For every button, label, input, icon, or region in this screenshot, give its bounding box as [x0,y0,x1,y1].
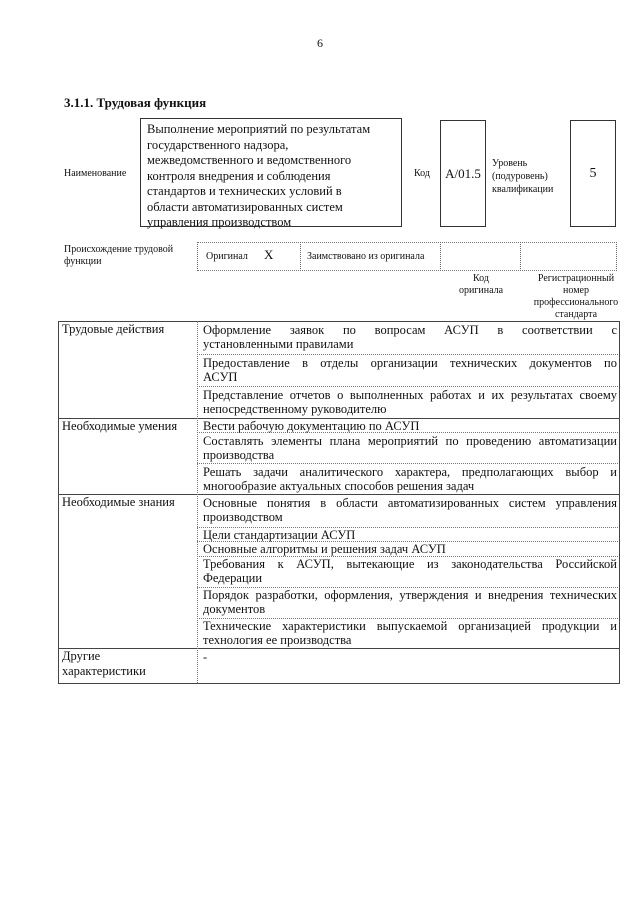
origin-row [197,242,617,271]
code-value: А/01.5 [445,166,481,181]
borrowed-cell: Заимствовано из оригинала [301,242,441,271]
work-action-item: Представление отчетов о выполненных работах и их результатах своему непосредственному руководителю [203,388,617,416]
skill-item: Вести рабочую документацию по АСУП [203,419,420,433]
registration-number-caption: Регистрационный номер профессионального стандарта [533,273,619,320]
function-name-line: управления производством [147,215,292,229]
code-label: Код [414,168,430,179]
section-title: 3.1.1. Трудовая функция [64,95,207,110]
level-label: Уровень (подуровень) квалификации [492,158,554,195]
work-actions-label: Трудовые действия [62,322,165,336]
required-knowledge-label: Необходимые знания [62,495,175,509]
origin-label: Происхождение трудовой функции [64,244,174,267]
function-name-line: межведомственного и ведомственного [147,153,352,167]
name-label: Наименование [64,168,127,179]
knowledge-item: Основные понятия в области автоматизированных систем управления производством [203,496,617,524]
function-name-line: области автоматизированных систем [147,199,343,214]
level-value: 5 [589,166,597,181]
original-code-cell [441,242,521,271]
knowledge-item: Порядок разработки, оформления, утверждения и внедрения технических документов [203,588,617,616]
function-name-box [140,118,402,227]
function-name-line: стандартов и технических условий в [147,184,342,198]
work-action-item: Предоставление в отделы организации технических документов по АСУП [203,356,617,384]
required-skills-label: Необходимые умения [62,419,178,433]
knowledge-item: Требования к АСУП, вытекающие из законодательства Российской Федерации [203,557,617,585]
knowledge-item: Основные алгоритмы и решения задач АСУП [203,542,446,556]
function-name-line: контроля внедрения и соблюдения [147,168,331,183]
function-name-line: государственного надзора, [147,137,289,152]
work-action-item: Оформление заявок по вопросам АСУП в соответствии с установленными правилами [203,323,617,351]
original-cell: Оригинал Х [197,242,301,271]
original-mark: Х [264,247,274,262]
other-characteristics-value: - [203,650,208,664]
knowledge-item: Цели стандартизации АСУП [203,528,356,542]
function-name-line: Выполнение мероприятий по результатам [147,122,371,136]
registration-number-cell [521,242,617,271]
original-code-caption: Код оригинала [458,273,504,296]
other-characteristics-label: Другие характеристики [62,649,146,678]
skill-item: Решать задачи аналитического характера, предполагающих выбор и многообразие актуальных способов решения задач [203,465,617,493]
skill-item: Составлять элементы плана мероприятий по проведению автоматизации производства [203,434,617,462]
page-number: 6 [317,36,323,50]
knowledge-item: Технические характеристики выпускаемой организацией продукции и технология ее производства [203,619,617,647]
